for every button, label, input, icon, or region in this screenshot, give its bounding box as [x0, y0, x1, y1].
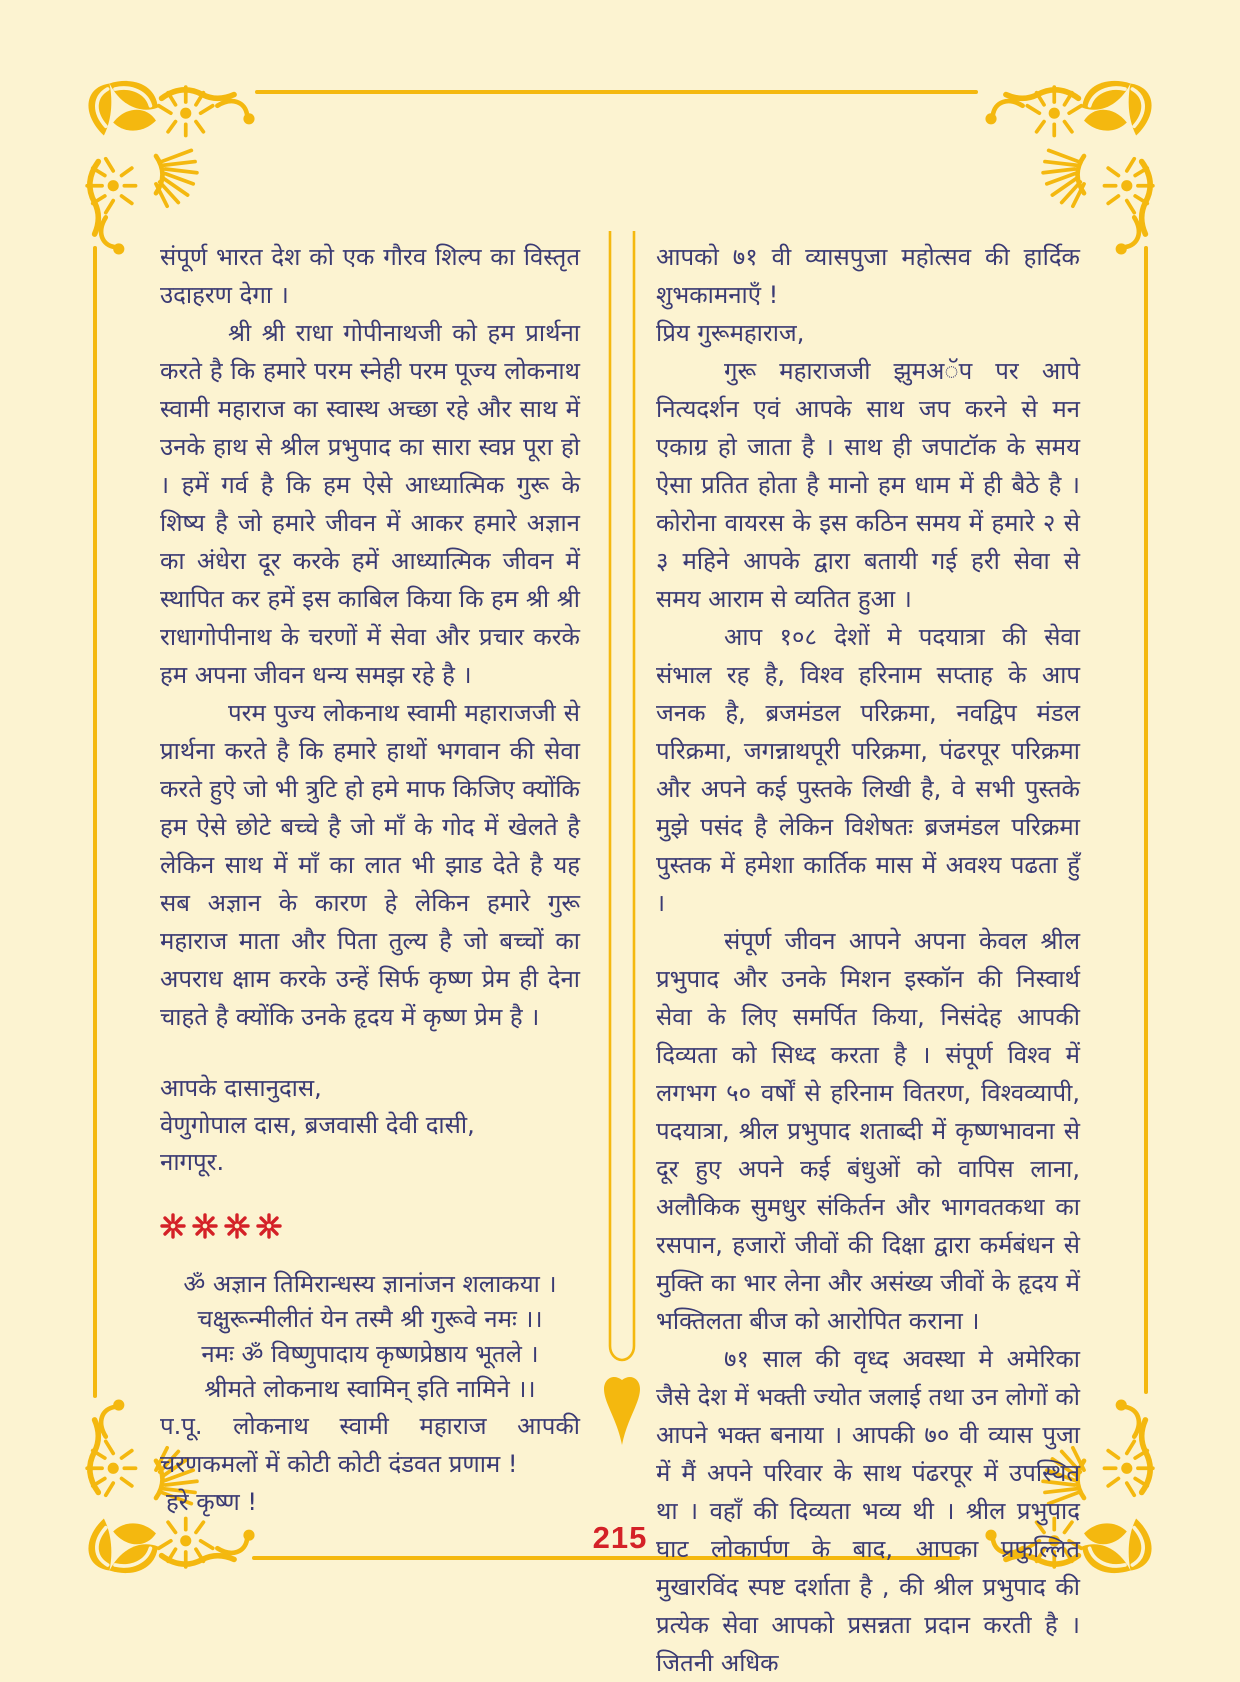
corner-flourish-icon: [76, 76, 262, 262]
signature-line: आपके दासानुदास,: [160, 1074, 322, 1102]
paragraph: ७१ साल की वृध्द अवस्था मे अमेरिका जैसे देश में भक्ती ज्योत जलाई तथा उन लोगों को आपने भक्त बनाया । आपकी ७० वी व्यास पुजा में मैं अपने परिवार के साथ पंढरपूर में उपस्थित था । वहाँ की दिव्यता भव्य थी । श्रील प्रभुपाद घाट लोकार्पण के बाद, आपका प्रफुल्लित मुखारविंद स्पष्ट दर्शाता है , की श्रील प्रभुपाद की प्रत्येक सेवा आपको प्रसन्नता प्रदान करती है । जितनी अधिक: [656, 1345, 1080, 1677]
salutation-line: प्रिय गुरूमहाराज,: [656, 319, 805, 347]
page-number: 215: [592, 1520, 648, 1555]
four-asterisks-icon: [160, 1211, 282, 1241]
signature-block: [160, 1070, 580, 1181]
asterisk-separator: [160, 1211, 580, 1241]
frame-line-left: [93, 246, 97, 1398]
right-text-column: [656, 238, 1080, 1682]
shloka-line: श्रीमते लोकनाथ स्वामिन् इति नामिने ।।: [204, 1375, 536, 1403]
paragraph: आप १०८ देशों मे पदयात्रा की सेवा संभाल रह है, विश्व हरिनाम सप्ताह के आप जनक है, ब्रजमंडल परिक्रमा, नवद्विप मंडल परिक्रमा, जगन्नाथपूरी परिक्रमा, पंढरपूर परिक्रमा और अपने कई पुस्तके लिखी है, वे सभी पुस्तके मुझे पसंद है लेकिन विशेषतः ब्रजमंडल परिक्रमा पुस्तक में हमेशा कार्तिक मास में अवश्य पढता हुँ ।: [656, 623, 1080, 917]
corner-flourish-icon: [978, 76, 1164, 262]
signature-line: वेणुगोपाल दास, ब्रजवासी देवी दासी,: [160, 1111, 475, 1139]
sanskrit-shloka: [160, 1267, 580, 1407]
frame-line-right: [1144, 246, 1148, 1394]
closing-paragraph: प.पू. लोकनाथ स्वामी महाराज आपकी चरणकमलों में कोटी कोटी दंडवत प्रणाम !: [160, 1412, 580, 1478]
paragraph: आपको ७१ वी व्यासपुजा महोत्सव की हार्दिक शुभकामनाएँ !: [656, 243, 1080, 309]
signature-line: नागपूर.: [160, 1148, 225, 1176]
paragraph: संपूर्ण भारत देश को एक गौरव शिल्प का विस्तृत उदाहरण देगा ।: [160, 243, 580, 309]
hare-krishna-line: हरे कृष्ण !: [166, 1488, 257, 1516]
paragraph: श्री श्री राधा गोपीनाथजी को हम प्रार्थना करते है कि हमारे परम स्नेही परम पूज्य लोकनाथ स्वामी महाराज का स्वास्थ अच्छा रहे और साथ में उनके हाथ से श्रील प्रभुपाद का सारा स्वप्न पूरा हो । हमें गर्व है कि हम ऐसे आध्यात्मिक गुरू के शिष्य है जो हमारे जीवन में आकर हमारे अज्ञान का अंधेरा दूर करके हमें आध्यात्मिक जीवन में स्थापित कर हमें इस काबिल किया कि हम श्री श्री राधागोपीनाथ के चरणों में सेवा और प्रचार करके हम अपना जीवन धन्य समझ रहे है ।: [160, 319, 580, 689]
kalam-pen-divider-icon: [596, 231, 648, 1449]
paragraph: गुरू महाराजजी झुमअॅप पर आपे नित्यदर्शन एवं आपके साथ जप करने से मन एकाग्र हो जाता है । साथ ही जपाटॉक के समय ऐसा प्रतित होता है मानो हम धाम में ही बैठे है । कोरोना वायरस के इस कठिन समय में हमारे २ से ३ महिने आपके द्वारा बतायी गई हरी सेवा से समय आराम से व्यतित हुआ ।: [656, 357, 1080, 613]
shloka-line: ॐ अज्ञान तिमिरान्धस्य ज्ञानांजन शलाकया ।: [183, 1270, 557, 1298]
left-text-column: [160, 238, 580, 1521]
shloka-line: चक्षुरून्मीलीतं येन तस्मै श्री गुरूवे नमः ।।: [197, 1305, 543, 1333]
frame-line-top: [255, 90, 978, 94]
shloka-line: नमः ॐ विष्णुपादाय कृष्णप्रेष्ठाय भूतले ।: [201, 1340, 539, 1368]
paragraph: संपूर्ण जीवन आपने अपना केवल श्रील प्रभुपाद और उनके मिशन इस्कॉन की निस्वार्थ सेवा के लिए समर्पित किया, निसंदेह आपकी दिव्यता को सिध्द करता है । संपूर्ण विश्व में लगभग ५० वर्षों से हरिनाम वितरण, विश्वव्यापी, पदयात्रा, श्रील प्रभुपाद शताब्दी में कृष्णभावना से दूर हुए अपने कई बंधुओं को वापिस लाना, अलौकिक सुमधुर संकिर्तन और भागवतकथा का रसपान, हजारों जीवों की दिक्षा द्वारा कर्मबंधन से मुक्ति का भार लेना और असंख्य जीवों के हृदय में भक्तिलता बीज को आरोपित कराना ।: [656, 927, 1080, 1335]
paragraph: परम पुज्य लोकनाथ स्वामी महाराजजी से प्रार्थना करते है कि हमारे हाथों भगवान की सेवा करते हुऐ जो भी त्रुटि हो हमे माफ किजिए क्योंकि हम ऐसे छोटे बच्चे है जो माँ के गोद में खेलते है लेकिन साथ में माँ का लात भी झाड देते है यह सब अज्ञान के कारण हे लेकिन हमारे गुरू महाराज माता और पिता तुल्य है जो बच्चों का अपराध क्षाम करके उन्हें सिर्फ कृष्ण प्रेम ही देना चाहते है क्योंकि उनके हृदय में कृष्ण प्रेम है ।: [160, 699, 580, 1031]
